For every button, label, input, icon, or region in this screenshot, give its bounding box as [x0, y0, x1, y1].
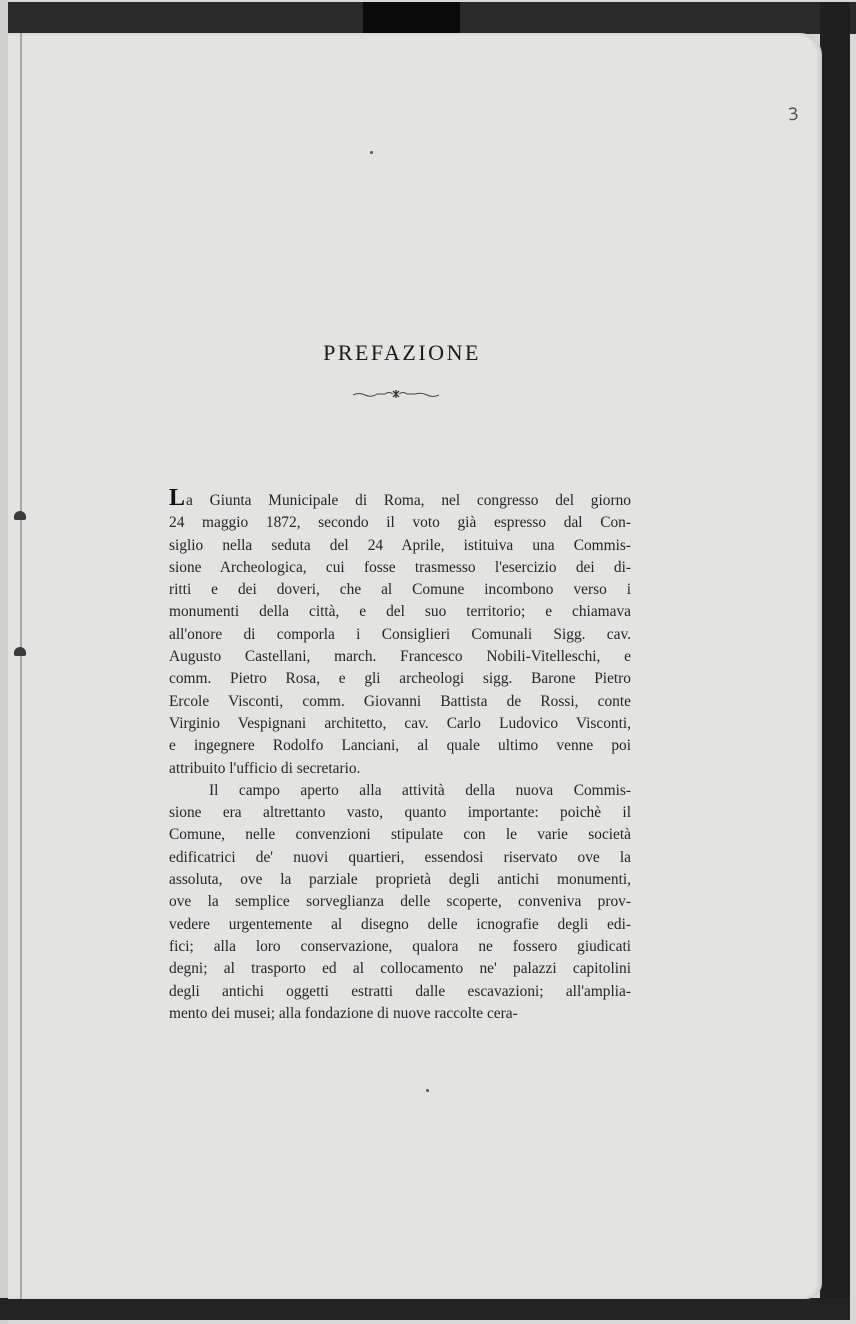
- paragraph: [169, 780, 631, 1025]
- text-line: [169, 691, 631, 713]
- text-line-content: vedere urgentemente al disegno delle icnografie degli edi-: [169, 915, 631, 933]
- ornament-divider-icon: [353, 389, 439, 399]
- scan-bottom-border: [0, 1298, 850, 1320]
- text-line: [169, 847, 631, 869]
- text-line-content: siglio nella seduta del 24 Aprile, istituiva una Commis-: [169, 536, 631, 554]
- text-line: [169, 735, 631, 757]
- text-line: [169, 891, 631, 913]
- text-line: [169, 958, 631, 980]
- binding-mark: [14, 511, 26, 520]
- text-line-content: degli antichi oggetti estratti dalle escavazioni; all'amplia-: [169, 982, 631, 1000]
- body-text: [169, 485, 631, 1025]
- text-line-content: sione era altrettanto vasto, quanto importante: poichè il: [169, 804, 631, 822]
- text-line-content: Augusto Castellani, march. Francesco Nobili-Vitelleschi, e: [169, 648, 631, 666]
- drop-cap: L: [169, 485, 186, 511]
- paper-speck: [370, 151, 373, 154]
- text-line: [169, 512, 631, 534]
- binding-mark: [14, 647, 26, 656]
- scan-right-border: [820, 2, 850, 1320]
- text-line: [169, 485, 631, 512]
- text-line: [169, 780, 631, 802]
- text-line-content: a Giunta Municipale di Roma, nel congresso del giorno: [186, 492, 631, 509]
- book-page: [8, 33, 822, 1299]
- text-line: [169, 914, 631, 936]
- text-line-content: assoluta, ove la parziale proprietà degli antichi monumenti,: [169, 871, 631, 889]
- text-line-content: monumenti della città, e del suo territorio; e chiamava: [169, 603, 631, 621]
- paper-speck: [426, 1089, 429, 1092]
- text-line: [169, 713, 631, 735]
- text-line: [169, 535, 631, 557]
- text-line-content: 24 maggio 1872, secondo il voto già espresso dal Con-: [169, 514, 631, 532]
- text-line-content: all'onore di comporla i Consiglieri Comunali Sigg. cav.: [169, 625, 631, 643]
- text-line: [169, 869, 631, 891]
- text-line-content: fici; alla loro conservazione, qualora ne fossero giudicati: [169, 937, 631, 955]
- text-line-content: e ingegnere Rodolfo Lanciani, al quale ultimo venne poi: [169, 737, 631, 755]
- text-line-content: degni; al trasporto ed al collocamento ne' palazzi capitolini: [169, 960, 631, 978]
- text-line: [169, 981, 631, 1003]
- text-line-content: sione Archeologica, cui fosse trasmesso l'esercizio dei di-: [169, 558, 631, 576]
- text-line-content: Comune, nelle convenzioni stipulate con le varie società: [169, 826, 631, 844]
- page-gutter-line: [20, 33, 22, 1299]
- text-line: [169, 758, 631, 780]
- text-line: [169, 824, 631, 846]
- text-line: [169, 646, 631, 668]
- text-line: [169, 579, 631, 601]
- text-line: [169, 802, 631, 824]
- text-line-content: mento dei musei; alla fondazione di nuove raccolte cera-: [169, 1004, 518, 1022]
- text-line-content: comm. Pietro Rosa, e gli archeologi sigg. Barone Pietro: [169, 670, 631, 688]
- text-line-content: Virginio Vespignani architetto, cav. Carlo Ludovico Visconti,: [169, 714, 631, 732]
- scan-top-border-dark-band: [363, 2, 460, 34]
- text-line: [169, 668, 631, 690]
- chapter-title: PREFAZIONE: [323, 339, 481, 365]
- text-line-content: attribuito l'ufficio di secretario.: [169, 759, 361, 777]
- text-line: [169, 1003, 631, 1025]
- text-line-content: ove la semplice sorveglianza delle scoperte, conveniva prov-: [169, 893, 631, 911]
- page-number: 3: [786, 104, 800, 126]
- text-line: [169, 624, 631, 646]
- text-line: [169, 601, 631, 623]
- text-line-content: Ercole Visconti, comm. Giovanni Battista de Rossi, conte: [169, 692, 631, 710]
- text-line: [169, 557, 631, 579]
- text-line-content: Il campo aperto alla attività della nuova Commis-: [209, 781, 631, 799]
- text-line: [169, 936, 631, 958]
- text-line-content: ritti e dei doveri, che al Comune incombono verso i: [169, 581, 631, 599]
- scan-left-edge: [0, 0, 8, 1324]
- text-line-content: edificatrici de' nuovi quartieri, essendosi riservato ove la: [169, 848, 631, 866]
- paragraph: [169, 485, 631, 780]
